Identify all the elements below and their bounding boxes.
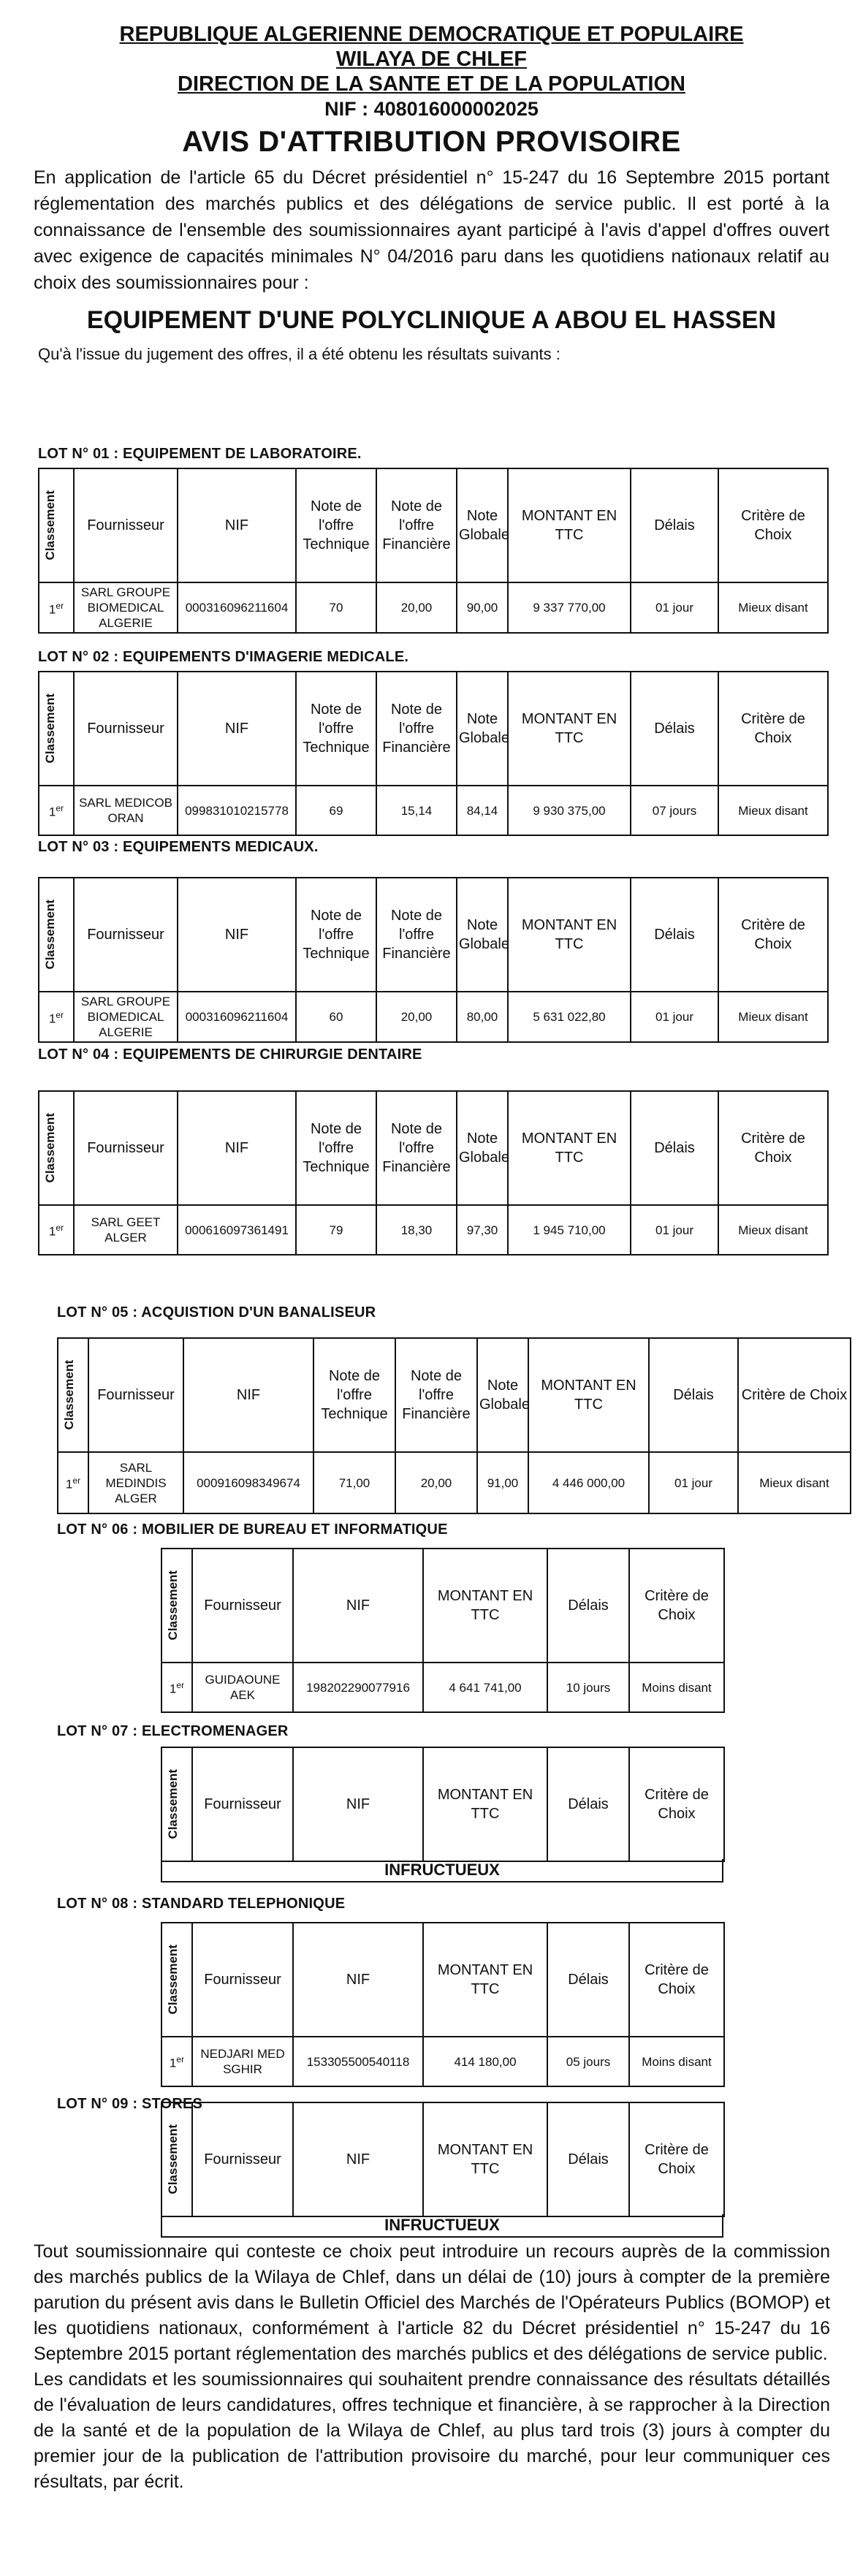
lot-2-table — [38, 671, 829, 836]
intro-paragraph: En application de l'article 65 du Décret présidentiel n° 15-247 du 16 Septembre 2015 portant réglementation des marchés publics et des délégations de service public. Il est porté à la connaissance de l'ensemble des soumissionnaires ayant participé à l'avis d'appel d'offres ouvert avec exigence de capacités minimales N° 04/2016 paru dans les quotidiens nationaux relatif au choix des soumissionnaires pour : — [34, 167, 829, 293]
col-montant: MONTANT EN TTC — [508, 1091, 631, 1205]
table-row — [39, 992, 828, 1042]
rank: 1er — [39, 786, 74, 835]
supplier: SARL GEET ALGER — [74, 1205, 178, 1255]
col-note-tech: Note de l'offre Technique — [313, 1338, 395, 1452]
montant: 9 930 375,00 — [508, 786, 631, 835]
header — [0, 22, 863, 121]
col-classement: Classement — [43, 694, 57, 764]
col-critere: Critère de Choix — [718, 1091, 828, 1205]
table-header-row — [39, 672, 828, 786]
col-note-glob: Note Globale — [457, 468, 508, 582]
lot-1-label: LOT N° 01 : EQUIPEMENT DE LABORATOIRE. — [38, 446, 362, 462]
col-note-fin: Note de l'offre Financière — [395, 1338, 477, 1452]
montant: 4 446 000,00 — [528, 1452, 649, 1513]
col-classement: Classement — [166, 2124, 180, 2195]
results-intro: Qu'à l'issue du jugement des offres, il a été obtenu les résultats suivants : — [38, 345, 560, 363]
col-critere: Critère de Choix — [718, 468, 828, 582]
lot-7-table — [161, 1747, 725, 1862]
col-classement: Classement — [166, 1945, 180, 2015]
delais: 01 jour — [649, 1452, 738, 1513]
lot-8-table — [161, 1922, 725, 2087]
critere: Moins disant — [629, 1663, 724, 1712]
col-note-glob: Note Globale — [457, 1091, 508, 1205]
header-wilaya: WILAYA DE CHLEF — [335, 48, 528, 71]
note-fin: 18,30 — [376, 1205, 457, 1255]
col-note-tech: Note de l'offre Technique — [296, 1091, 376, 1205]
col-delais: Délais — [547, 2102, 629, 2216]
col-montant: MONTANT EN TTC — [423, 1747, 547, 1861]
col-note-fin: Note de l'offre Financière — [376, 1091, 457, 1205]
critere: Mieux disant — [738, 1452, 851, 1513]
col-classement: Classement — [43, 900, 57, 970]
col-fournisseur: Fournisseur — [192, 1549, 293, 1663]
lot-1-table — [38, 468, 829, 634]
col-montant: MONTANT EN TTC — [508, 672, 631, 786]
note-glob: 90,00 — [457, 582, 508, 633]
supplier: SARL MEDICOB ORAN — [74, 786, 178, 835]
table-row — [39, 582, 828, 633]
table-row — [39, 786, 828, 835]
table-header-row — [39, 1091, 828, 1205]
footer-text — [34, 2239, 830, 2495]
nif: 099831010215778 — [178, 786, 296, 835]
col-critere: Critère de Choix — [629, 1549, 724, 1663]
lot-5-label: LOT N° 05 : ACQUISTION D'UN BANALISEUR — [57, 1304, 376, 1321]
lot-5-table — [57, 1337, 851, 1514]
lot-9-label: LOT N° 09 : STORES — [57, 2096, 203, 2112]
col-nif: NIF — [293, 1747, 423, 1861]
critere: Mieux disant — [718, 992, 828, 1042]
lot-9-table — [161, 2102, 725, 2217]
footer-appeal-paragraph: Tout soumissionnaire qui conteste ce choix peut introduire un recours auprès de la commission des marchés publics de la Wilaya de Chlef, dans un délai de (10) jours à compter de la première parution du présent avis dans le Bulletin Officiel des Marchés de l'Opérateurs Publics (BOMOP) et les quotidiens nationaux, conformément à l'article 82 du Décret présidentiel n° 15-247 du 16 Septembre 2015 portant réglementation des marchés publics et des délégations de service public. — [34, 2241, 830, 2364]
note-glob: 80,00 — [457, 992, 508, 1042]
col-fournisseur: Fournisseur — [192, 1923, 293, 2037]
col-delais: Délais — [547, 1747, 629, 1861]
note-fin: 20,00 — [376, 992, 457, 1042]
table-row — [161, 2037, 724, 2086]
rank: 1er — [39, 992, 74, 1042]
delais: 01 jour — [631, 582, 718, 633]
nif: 000616097361491 — [178, 1205, 296, 1255]
note-tech: 71,00 — [313, 1452, 395, 1513]
col-nif: NIF — [178, 672, 296, 786]
table-header-row — [161, 1747, 724, 1861]
critere: Moins disant — [629, 2037, 724, 2086]
col-nif: NIF — [293, 2102, 423, 2216]
col-fournisseur: Fournisseur — [74, 468, 178, 582]
lot-6-table — [161, 1548, 725, 1713]
col-note-fin: Note de l'offre Financière — [376, 878, 457, 992]
col-fournisseur: Fournisseur — [74, 1091, 178, 1205]
rank: 1er — [39, 1205, 74, 1255]
table-row — [161, 1663, 724, 1712]
note-glob: 84,14 — [457, 786, 508, 835]
table-row — [39, 1205, 828, 1255]
nif: 000916098349674 — [183, 1452, 313, 1513]
col-classement: Classement — [43, 1113, 57, 1183]
col-fournisseur: Fournisseur — [74, 672, 178, 786]
note-fin: 15,14 — [376, 786, 457, 835]
table-header-row — [39, 878, 828, 992]
table-header-row — [161, 1923, 724, 2037]
montant: 414 180,00 — [423, 2037, 547, 2086]
lot-6-label: LOT N° 06 : MOBILIER DE BUREAU ET INFORMATIQUE — [57, 1521, 448, 1538]
col-fournisseur: Fournisseur — [88, 1338, 183, 1452]
col-critere: Critère de Choix — [629, 1747, 724, 1861]
col-delais: Délais — [631, 878, 718, 992]
header-direction: DIRECTION DE LA SANTE ET DE LA POPULATION — [178, 72, 685, 96]
supplier: NEDJARI MED SGHIR — [192, 2037, 293, 2086]
delais: 05 jours — [547, 2037, 629, 2086]
footer-results-paragraph: Les candidats et les soumissionnaires qui souhaitent prendre connaissance des résultats détaillés de l'évaluation de leurs candidatures, offres technique et financière, à se rapprocher à la Direction de la santé et de la population de la Wilaya de Chlef, au plus tard trois (3) jours à compter du premier jour de la publication de l'attribution provisoire du marché, pour leur communiquer ces résultats, par écrit. — [34, 2369, 830, 2492]
critere: Mieux disant — [718, 1205, 828, 1255]
col-delais: Délais — [631, 672, 718, 786]
col-critere: Critère de Choix — [718, 878, 828, 992]
col-fournisseur: Fournisseur — [74, 878, 178, 992]
montant: 1 945 710,00 — [508, 1205, 631, 1255]
table-header-row — [39, 468, 828, 582]
lot-9-status: INFRUCTUEUX — [161, 2214, 723, 2238]
note-glob: 97,30 — [457, 1205, 508, 1255]
col-note-fin: Note de l'offre Financière — [376, 468, 457, 582]
col-nif: NIF — [293, 1923, 423, 2037]
note-glob: 91,00 — [477, 1452, 528, 1513]
col-classement: Classement — [166, 1570, 180, 1641]
col-delais: Délais — [547, 1549, 629, 1663]
supplier: GUIDAOUNE AEK — [192, 1663, 293, 1712]
col-note-glob: Note Globale — [457, 672, 508, 786]
col-fournisseur: Fournisseur — [192, 1747, 293, 1861]
col-note-tech: Note de l'offre Technique — [296, 468, 376, 582]
lot-3-table — [38, 877, 829, 1043]
col-critere: Critère de Choix — [629, 2102, 724, 2216]
note-tech: 69 — [296, 786, 376, 835]
nif: 000316096211604 — [178, 582, 296, 633]
note-fin: 20,00 — [376, 582, 457, 633]
lot-7-status: INFRUCTUEUX — [161, 1859, 723, 1882]
col-nif: NIF — [293, 1549, 423, 1663]
supplier: SARL GROUPE BIOMEDICAL ALGERIE — [74, 992, 178, 1042]
col-delais: Délais — [547, 1923, 629, 2037]
col-montant: MONTANT EN TTC — [508, 468, 631, 582]
delais: 01 jour — [631, 992, 718, 1042]
rank: 1er — [161, 2037, 192, 2086]
supplier: SARL GROUPE BIOMEDICAL ALGERIE — [74, 582, 178, 633]
col-nif: NIF — [178, 1091, 296, 1205]
montant: 5 631 022,80 — [508, 992, 631, 1042]
col-delais: Délais — [649, 1338, 738, 1452]
col-note-glob: Note Globale — [457, 878, 508, 992]
lot-8-label: LOT N° 08 : STANDARD TELEPHONIQUE — [57, 1896, 346, 1912]
notice-title: AVIS D'ATTRIBUTION PROVISOIRE — [182, 126, 681, 158]
subject-heading: EQUIPEMENT D'UNE POLYCLINIQUE A ABOU EL HASSEN — [86, 306, 777, 334]
lot-3-label: LOT N° 03 : EQUIPEMENTS MEDICAUX. — [38, 839, 319, 855]
critere: Mieux disant — [718, 582, 828, 633]
header-nif: NIF : 408016000002025 — [324, 98, 539, 120]
nif: 153305500540118 — [293, 2037, 423, 2086]
lot-4-label: LOT N° 04 : EQUIPEMENTS DE CHIRURGIE DENTAIRE — [38, 1046, 422, 1063]
rank: 1er — [161, 1663, 192, 1712]
nif: 000316096211604 — [178, 992, 296, 1042]
col-fournisseur: Fournisseur — [192, 2102, 293, 2216]
delais: 01 jour — [631, 1205, 718, 1255]
col-nif: NIF — [178, 878, 296, 992]
rank: 1er — [39, 582, 74, 633]
header-republic: REPUBLIQUE ALGERIENNE DEMOCRATIQUE ET POPULAIRE — [119, 23, 744, 46]
col-critere: Critère de Choix — [718, 672, 828, 786]
col-nif: NIF — [183, 1338, 313, 1452]
col-montant: MONTANT EN TTC — [508, 878, 631, 992]
col-montant: MONTANT EN TTC — [423, 1923, 547, 2037]
table-header-row — [58, 1338, 851, 1452]
col-note-glob: Note Globale — [477, 1338, 528, 1452]
col-note-tech: Note de l'offre Technique — [296, 878, 376, 992]
col-note-fin: Note de l'offre Financière — [376, 672, 457, 786]
col-delais: Délais — [631, 1091, 718, 1205]
col-montant: MONTANT EN TTC — [423, 2102, 547, 2216]
note-fin: 20,00 — [395, 1452, 477, 1513]
col-note-tech: Note de l'offre Technique — [296, 672, 376, 786]
lot-4-table — [38, 1090, 829, 1255]
note-tech: 79 — [296, 1205, 376, 1255]
col-nif: NIF — [178, 468, 296, 582]
col-critere: Critère de Choix — [629, 1923, 724, 2037]
col-montant: MONTANT EN TTC — [423, 1549, 547, 1663]
table-row — [58, 1452, 851, 1513]
col-delais: Délais — [631, 468, 718, 582]
delais: 10 jours — [547, 1663, 629, 1712]
col-classement: Classement — [166, 1769, 180, 1839]
rank: 1er — [58, 1452, 88, 1513]
note-tech: 60 — [296, 992, 376, 1042]
table-header-row — [161, 2102, 724, 2216]
montant: 4 641 741,00 — [423, 1663, 547, 1712]
note-tech: 70 — [296, 582, 376, 633]
supplier: SARL MEDINDIS ALGER — [88, 1452, 183, 1513]
critere: Mieux disant — [718, 786, 828, 835]
lot-2-label: LOT N° 02 : EQUIPEMENTS D'IMAGERIE MEDICALE. — [38, 649, 409, 665]
col-montant: MONTANT EN TTC — [528, 1338, 649, 1452]
lot-7-label: LOT N° 07 : ELECTROMENAGER — [57, 1723, 289, 1739]
col-classement: Classement — [43, 490, 57, 561]
col-classement: Classement — [62, 1360, 76, 1430]
delais: 07 jours — [631, 786, 718, 835]
col-critere: Critère de Choix — [738, 1338, 851, 1452]
nif: 198202290077916 — [293, 1663, 423, 1712]
montant: 9 337 770,00 — [508, 582, 631, 633]
table-header-row — [161, 1549, 724, 1663]
